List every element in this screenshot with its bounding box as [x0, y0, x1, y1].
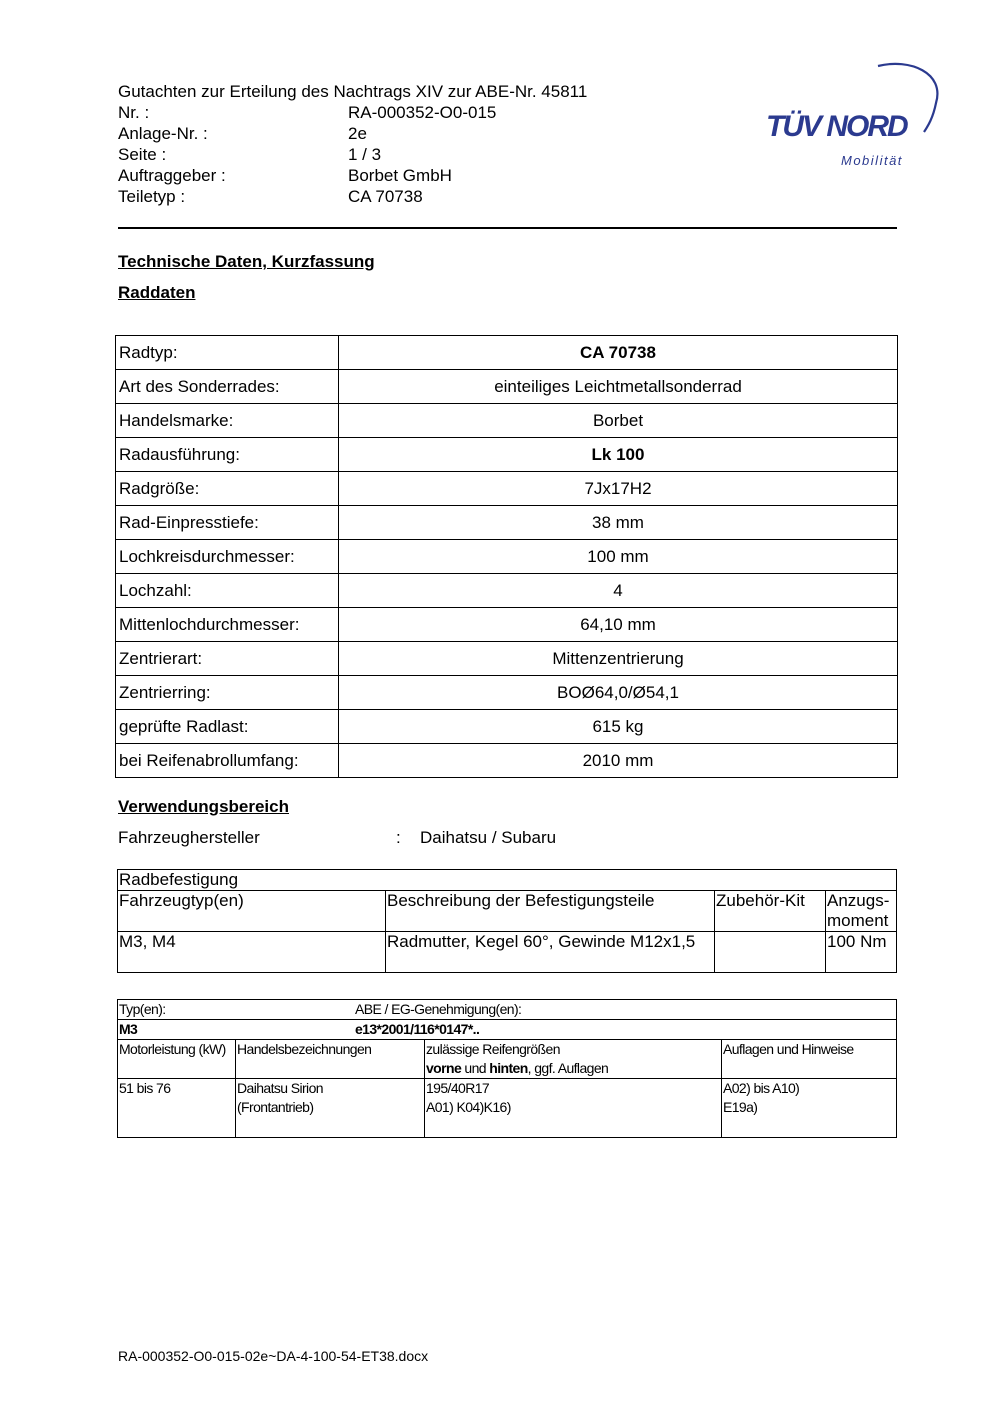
raddaten-row: [116, 506, 898, 540]
raddaten-value: 4: [339, 574, 898, 608]
raddaten-row: [116, 404, 898, 438]
usage-line: [118, 828, 556, 848]
raddaten-row: [116, 642, 898, 676]
raddaten-label: Radausführung:: [116, 438, 339, 472]
header-field: Auftraggeber : Borbet GmbH: [118, 166, 452, 185]
raddaten-value: Borbet: [339, 404, 898, 438]
table-row: [118, 1079, 897, 1138]
table-header-cell: Motorleistung (kW): [118, 1040, 236, 1079]
raddaten-row: [116, 472, 898, 506]
typ-value: M3: [119, 1021, 138, 1037]
raddaten-label: Mittenlochdurchmesser:: [116, 608, 339, 642]
raddaten-label: Art des Sonderrades:: [116, 370, 339, 404]
raddaten-label: Rad-Einpresstiefe:: [116, 506, 339, 540]
document-header: [118, 81, 587, 207]
section-heading-verwendung: Verwendungsbereich: [118, 797, 289, 816]
logo-sub: Mobilität: [841, 153, 903, 168]
raddaten-row: [116, 710, 898, 744]
table-row: [118, 932, 897, 973]
typen-label-row: [118, 1000, 897, 1020]
table-header-cell: zulässige Reifengrößen vorne und hinten, ggf. Auflagen: [425, 1040, 722, 1079]
table-cell: A02) bis A10) E19a): [722, 1079, 897, 1138]
table-cell: M3, M4: [118, 932, 386, 973]
raddaten-row: [116, 574, 898, 608]
typen-value-row: [118, 1020, 897, 1040]
table-header-cell: Zubehör-Kit: [715, 891, 826, 932]
header-rule: [118, 227, 897, 229]
table-cell: Daihatsu Sirion (Frontantrieb): [236, 1079, 425, 1138]
usage-colon: :: [396, 828, 401, 847]
raddaten-label: bei Reifenabrollumfang:: [116, 744, 339, 778]
raddaten-row: [116, 608, 898, 642]
raddaten-label: Lochzahl:: [116, 574, 339, 608]
raddaten-label: Zentrierring:: [116, 676, 339, 710]
raddaten-value: CA 70738: [339, 336, 898, 370]
usage-label: Fahrzeughersteller: [118, 828, 260, 847]
raddaten-value: einteiliges Leichtmetallsonderrad: [339, 370, 898, 404]
tuv-nord-logo: [760, 58, 945, 173]
typ-label: Typ(en):: [119, 1001, 166, 1017]
table-header-cell: Auflagen und Hinweise: [722, 1040, 897, 1079]
table-header-row: [118, 1040, 897, 1079]
raddaten-value: Lk 100: [339, 438, 898, 472]
table-cell: 195/40R17 A01) K04)K16): [425, 1079, 722, 1138]
raddaten-label: geprüfte Radlast:: [116, 710, 339, 744]
raddaten-value: 615 kg: [339, 710, 898, 744]
raddaten-label: Handelsmarke:: [116, 404, 339, 438]
document-title: Gutachten zur Erteilung des Nachtrags XIV zur ABE-Nr. 45811: [118, 82, 588, 101]
raddaten-value: 100 mm: [339, 540, 898, 574]
raddaten-value: Mittenzentrierung: [339, 642, 898, 676]
raddaten-row: [116, 336, 898, 370]
table-header-row: [118, 891, 897, 932]
raddaten-row: [116, 438, 898, 472]
table-header-cell: Anzugs-moment: [826, 891, 897, 932]
table-header-cell: Fahrzeugtyp(en): [118, 891, 386, 932]
raddaten-row: [116, 676, 898, 710]
raddaten-row: [116, 744, 898, 778]
header-field: Anlage-Nr. : 2e: [118, 124, 367, 143]
raddaten-row: [116, 540, 898, 574]
header-field: Teiletyp : CA 70738: [118, 187, 423, 206]
raddaten-label: Radtyp:: [116, 336, 339, 370]
befestigung-table: [117, 869, 897, 973]
table-header-cell: Handelsbezeichnungen: [236, 1040, 425, 1079]
raddaten-row: [116, 370, 898, 404]
table-cell: 51 bis 76: [118, 1079, 236, 1138]
raddaten-value: 7Jx17H2: [339, 472, 898, 506]
abe-value: e13*2001/116*0147*..: [355, 1021, 480, 1037]
typen-table: [117, 999, 897, 1138]
raddaten-label: Zentrierart:: [116, 642, 339, 676]
table-cell: Radmutter, Kegel 60°, Gewinde M12x1,5: [386, 932, 715, 973]
raddaten-label: Lochkreisdurchmesser:: [116, 540, 339, 574]
raddaten-value: BOØ64,0/Ø54,1: [339, 676, 898, 710]
raddaten-table: [115, 335, 898, 778]
logo-brand: TÜV NORD: [766, 110, 907, 143]
footer-filename: RA-000352-O0-015-02e~DA-4-100-54-ET38.docx: [118, 1348, 429, 1364]
usage-value: Daihatsu / Subaru: [420, 828, 557, 847]
abe-label: ABE / EG-Genehmigung(en):: [355, 1001, 522, 1017]
raddaten-value: 2010 mm: [339, 744, 898, 778]
section-heading-technische: Technische Daten, Kurzfassung: [118, 252, 375, 271]
section-heading-raddaten: Raddaten: [118, 283, 196, 302]
header-field: Seite : 1 / 3: [118, 145, 382, 164]
header-field: Nr. : RA-000352-O0-015: [118, 103, 497, 122]
table-header-cell: Beschreibung der Befestigungsteile: [386, 891, 715, 932]
raddaten-label: Radgröße:: [116, 472, 339, 506]
raddaten-value: 38 mm: [339, 506, 898, 540]
raddaten-value: 64,10 mm: [339, 608, 898, 642]
table-cell: 100 Nm: [826, 932, 897, 973]
table-cell: [715, 932, 826, 973]
befestigung-title: Radbefestigung: [118, 870, 897, 891]
